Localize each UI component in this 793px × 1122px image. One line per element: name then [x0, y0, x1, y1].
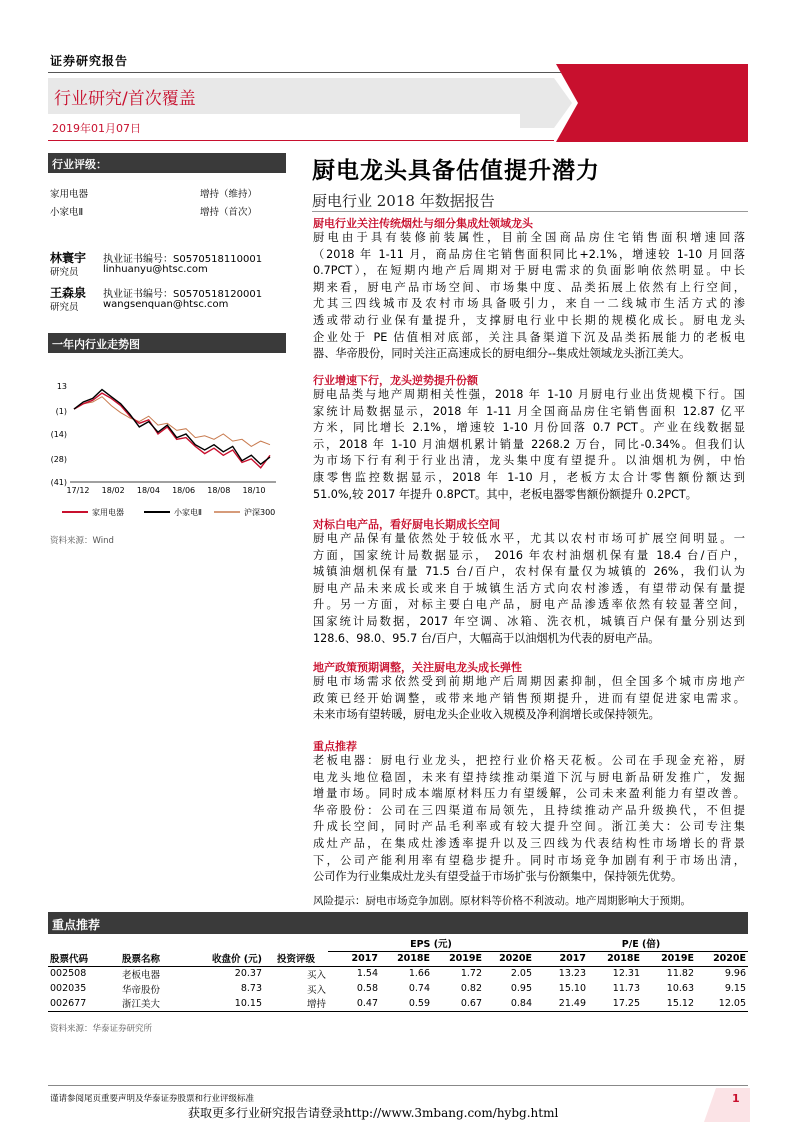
table-cell: 1.72	[460, 968, 482, 980]
table-cell: 9.15	[724, 983, 746, 994]
table-cell: 12.05	[718, 997, 746, 1009]
table-cell: 11.73	[612, 983, 640, 994]
column-header: 2018E	[397, 953, 430, 964]
table-cell: 1.66	[408, 968, 430, 980]
body-line: 未来市场有望转暖，厨电龙头企业收入规模及净利润增长或保持领先。	[313, 708, 660, 722]
x-tick-label: 18/04	[136, 486, 160, 495]
body-line: 电龙头地位稳固，未来有望持续推动渠道下沉与厨电新品研发推广，发掘	[313, 770, 745, 784]
table-cell: 10.63	[666, 983, 694, 994]
table-cell: 买入	[306, 984, 326, 996]
page-corner-graphic	[704, 1088, 750, 1122]
body-line: 厨电市场需求依然受到前期地产后周期因素抑制，但全国多个城市房地产	[313, 675, 745, 688]
risk-warning: 风险提示：厨电市场竞争加剧。原材料等价格不利波动。地产周期影响大于预期。	[313, 895, 691, 907]
table-cell: 0.47	[356, 997, 378, 1009]
analyst-role: 研究员	[50, 267, 79, 278]
table-cell: 0.59	[408, 997, 430, 1009]
column-header: 2020E	[713, 953, 746, 964]
analyst-email[interactable]: wangsenquan@htsc.com	[103, 299, 229, 310]
rating-section-bar: 行业评级：	[48, 153, 286, 173]
y-tick-label: (41)	[50, 478, 67, 487]
table-cell: 华帝股份	[122, 984, 161, 996]
table-cell: 21.49	[558, 997, 586, 1009]
table-row	[48, 996, 748, 1011]
body-line: 升成长空间，同时产品毛利率或有较大提升空间。浙江美大：公司专注集	[313, 820, 745, 834]
section-title: 厨电行业关注传统烟灶与细分集成灶领域龙头	[313, 217, 533, 230]
table-cell: 8.73	[240, 983, 262, 994]
body-line: 厨电产品保有量依然处于较低水平，尤其以农村市场可扩展空间明显。一	[313, 532, 745, 545]
industry-trend-chart	[48, 378, 286, 500]
section-body	[313, 387, 745, 503]
body-line: 老板电器：厨电行业龙头，把控行业价格天花板。公司在手现金充裕，厨	[313, 754, 745, 767]
rating-row	[50, 186, 282, 200]
analyst-name: 王森泉	[50, 286, 87, 300]
body-line: 下，公司产能利用率有望稳步提升。同时市场竞争加剧有利于市场出清，	[313, 853, 745, 867]
footer-divider	[48, 1085, 748, 1086]
section-body	[313, 674, 745, 724]
table-cell: 12.31	[612, 968, 640, 980]
analyst-role: 研究员	[50, 302, 79, 313]
x-tick-label: 18/06	[172, 486, 196, 495]
legend-label: 小家电Ⅱ	[174, 508, 202, 517]
section-body	[313, 531, 745, 647]
body-line: 0.7PCT），在短期内地产后周期对于厨电需求的负面影响依然明显。中长	[313, 264, 745, 278]
recommend-section-bar: 重点推荐	[48, 912, 748, 934]
column-header: 2018E	[607, 953, 640, 964]
table-cell: 9.96	[724, 968, 746, 980]
table-source: 资料来源：华泰证券研究所	[50, 1024, 153, 1034]
chart-source: 资料来源：Wind	[50, 536, 114, 546]
column-header: 2017	[351, 953, 378, 964]
column-header: 2020E	[499, 953, 532, 964]
body-line: 厨电由于具有装修前装属性，目前全国商品房住宅销售面积增速回落	[313, 231, 745, 244]
body-line: 家统计局数据显示，2018 年 1-11 月全国商品房住宅销售面积 12.87 亿平	[313, 404, 745, 418]
body-line: 增量市场。同时成本端原材料压力有望缓解，公司未来盈利能力有望改善。	[313, 787, 745, 801]
table-cell: 002035	[50, 983, 87, 994]
page-number: 1	[732, 1092, 740, 1105]
column-header: 收盘价 (元)	[212, 954, 262, 966]
body-line: 成灶产品，在集成灶渗透率提升以及三四线为代表结构性市场增长的背景	[313, 836, 745, 850]
body-line: 华帝股份：公司在三四渠道布局领先，且持续推动产品升级换代，不但提	[313, 803, 745, 817]
body-line: 128.6、98.0、95.7 台/百户，大幅高于以油烟机为代表的厨电产品。	[313, 631, 660, 645]
rating-value: 增持（维持）	[200, 189, 258, 200]
body-line: 厨电产品未来成长或来自于城镇生活方式向农村渗透，有望带动保有量提	[313, 581, 745, 595]
pe-group-header: P/E (倍)	[534, 936, 748, 951]
body-line: 尤其三四线城市及农村市场具备吸引力，来自一二线城市生活方式的渗	[313, 297, 745, 311]
disclaimer-note: 谨请参阅尾页重要声明及华泰证券股票和行业评级标准	[50, 1094, 255, 1104]
rating-sector: 家用电器	[50, 189, 89, 200]
x-tick-label: 17/12	[66, 486, 90, 495]
report-title: 厨电龙头具备估值提升潜力	[312, 158, 600, 184]
table-cell: 17.25	[612, 997, 640, 1009]
body-line: 方米，同比增长 2.1%，增速较 1-10 月份回落 0.7 PCT。产业在线数据显	[313, 421, 745, 435]
body-line: 城镇油烟机保有量 71.5 台/百户，农村保有量仅为城镇的 26%，我们认为	[313, 565, 745, 579]
y-tick-label: (14)	[50, 430, 67, 439]
column-header: 2017	[559, 953, 586, 964]
header-arrow-graphic	[520, 60, 748, 146]
table-cell: 0.84	[510, 997, 532, 1009]
column-header: 股票代码	[50, 954, 89, 966]
report-type-label: 证券研究报告	[50, 54, 129, 68]
body-line: （2018 年 1-11 月，商品房住宅销售面积同比+2.1%，增速较 1-10 月回落	[313, 247, 745, 261]
table-cell: 浙江美大	[122, 999, 161, 1011]
rating-row	[50, 204, 282, 218]
legend-label: 沪深300	[244, 508, 276, 517]
body-line: 示，2018 年 1-10 月油烟机累计销量 2268.2 万台，同比-0.34%。但我们认	[313, 437, 745, 451]
analyst-cert: 执业证书编号：S0570518120001	[103, 289, 263, 300]
subtitle-divider	[312, 211, 748, 212]
table-row	[48, 981, 748, 996]
table-cell: 0.58	[356, 983, 378, 994]
y-tick-label: (1)	[55, 406, 67, 416]
body-line: 51.0%,较 2017 年提升 0.8PCT。其中，老板电器零售额份额提升 0.2PCT。	[313, 487, 697, 501]
eps-group-header: EPS (元)	[328, 936, 534, 951]
table-cell: 002508	[50, 968, 87, 980]
body-line: 升。另一方面，对标主要白电产品，厨电产品渗透率依然有较显著空间，	[313, 598, 745, 612]
body-line: 国家统计局数据，2017 年空调、冰箱、洗衣机，城镇百户保有量分别达到	[313, 614, 745, 628]
report-category: 行业研究/首次覆盖	[54, 89, 196, 109]
section-body	[313, 753, 745, 886]
more-reports-link[interactable]: 获取更多行业研究报告请登录http://www.3mbang.com/hybg.html	[188, 1106, 559, 1120]
body-line: 器、华帝股份，同时关注正高速成长的厨电细分--集成灶领域龙头浙江美大。	[313, 347, 691, 361]
table-cell: 0.95	[510, 983, 532, 994]
x-tick-label: 18/08	[207, 486, 231, 495]
table-cell: 1.54	[356, 968, 378, 980]
table-cell: 0.74	[408, 983, 430, 994]
table-group-header-row	[48, 936, 748, 951]
x-tick-label: 18/02	[101, 486, 125, 495]
series-line-2	[74, 397, 270, 447]
table-cell: 002677	[50, 997, 87, 1009]
body-line: 康零售监控数据显示，2018 年 1-10 月，老板方太合计零售额份额达到	[313, 470, 745, 484]
table-row	[48, 966, 748, 981]
table-cell: 买入	[306, 969, 326, 981]
table-cell: 10.15	[234, 997, 262, 1009]
body-line: 公司作为行业集成灶龙头有望受益于市场扩张与份额集中，保持领先优势。	[313, 870, 683, 884]
table-cell: 11.82	[666, 968, 694, 980]
table-header-row	[48, 951, 748, 966]
body-line: 透或带动行业保有量提升，支撑厨电行业中长期的规模化成长。厨电龙头	[313, 313, 745, 327]
x-tick-label: 18/10	[242, 486, 266, 495]
table-cell: 15.10	[558, 983, 586, 994]
section-title: 行业增速下行，龙头逆势提升份额	[313, 374, 478, 387]
chart-legend	[62, 505, 282, 519]
column-header: 投资评级	[276, 954, 315, 966]
body-line: 方面，国家统计局数据显示， 2016 年农村油烟机保有量 18.4 台/百户，	[313, 548, 745, 562]
table-cell: 15.12	[666, 997, 694, 1009]
rating-sector: 小家电Ⅱ	[50, 207, 84, 218]
table-cell: 增持	[306, 999, 326, 1011]
trend-section-bar: 一年内行业走势图	[48, 333, 286, 353]
analyst-cert: 执业证书编号：S0570518110001	[103, 254, 263, 265]
body-line: 期来看，厨电产品市场空间、市场集中度、品类拓展上依然有上行空间，	[313, 280, 745, 294]
table-cell: 13.23	[558, 968, 586, 980]
section-body	[313, 230, 745, 363]
section-title: 重点推荐	[313, 740, 357, 753]
table-cell: 老板电器	[122, 969, 161, 981]
column-header: 股票名称	[122, 954, 161, 966]
date-underline	[48, 140, 554, 141]
recommend-table	[48, 936, 748, 1012]
table-cell: 20.37	[234, 968, 262, 980]
analyst-email[interactable]: linhuanyu@htsc.com	[103, 264, 208, 275]
table-cell: 0.67	[460, 997, 482, 1009]
y-tick-label: 13	[56, 382, 67, 391]
section-title: 对标白电产品，看好厨电长期成长空间	[313, 518, 500, 531]
body-line: 政策已经开始调整，或带来地产销售预期提升，进而有望促进家电需求。	[313, 691, 745, 705]
body-line: 企业处于 PE 估值相对底部，关注具备渠道下沉及品类拓展能力的老板电	[313, 330, 745, 344]
rating-value: 增持（首次）	[200, 207, 258, 218]
report-subtitle: 厨电行业 2018 年数据报告	[312, 192, 495, 210]
legend-label: 家用电器	[92, 508, 124, 517]
body-line: 为市场下行有利于行业出清，龙头集中度有望提升。以油烟机为例，中怡	[313, 454, 745, 468]
y-tick-label: (28)	[50, 454, 67, 464]
section-title: 地产政策预期调整，关注厨电龙头成长弹性	[313, 661, 522, 674]
report-date: 2019年01月07日	[52, 122, 141, 135]
column-header: 2019E	[449, 953, 482, 964]
analyst-name: 林寰宇	[50, 251, 87, 265]
column-header: 2019E	[661, 953, 694, 964]
body-line: 厨电品类与地产周期相关性强，2018 年 1-10 月厨电行业出货规模下行。国	[313, 388, 745, 401]
table-cell: 0.82	[460, 983, 482, 994]
table-cell: 2.05	[510, 968, 532, 980]
